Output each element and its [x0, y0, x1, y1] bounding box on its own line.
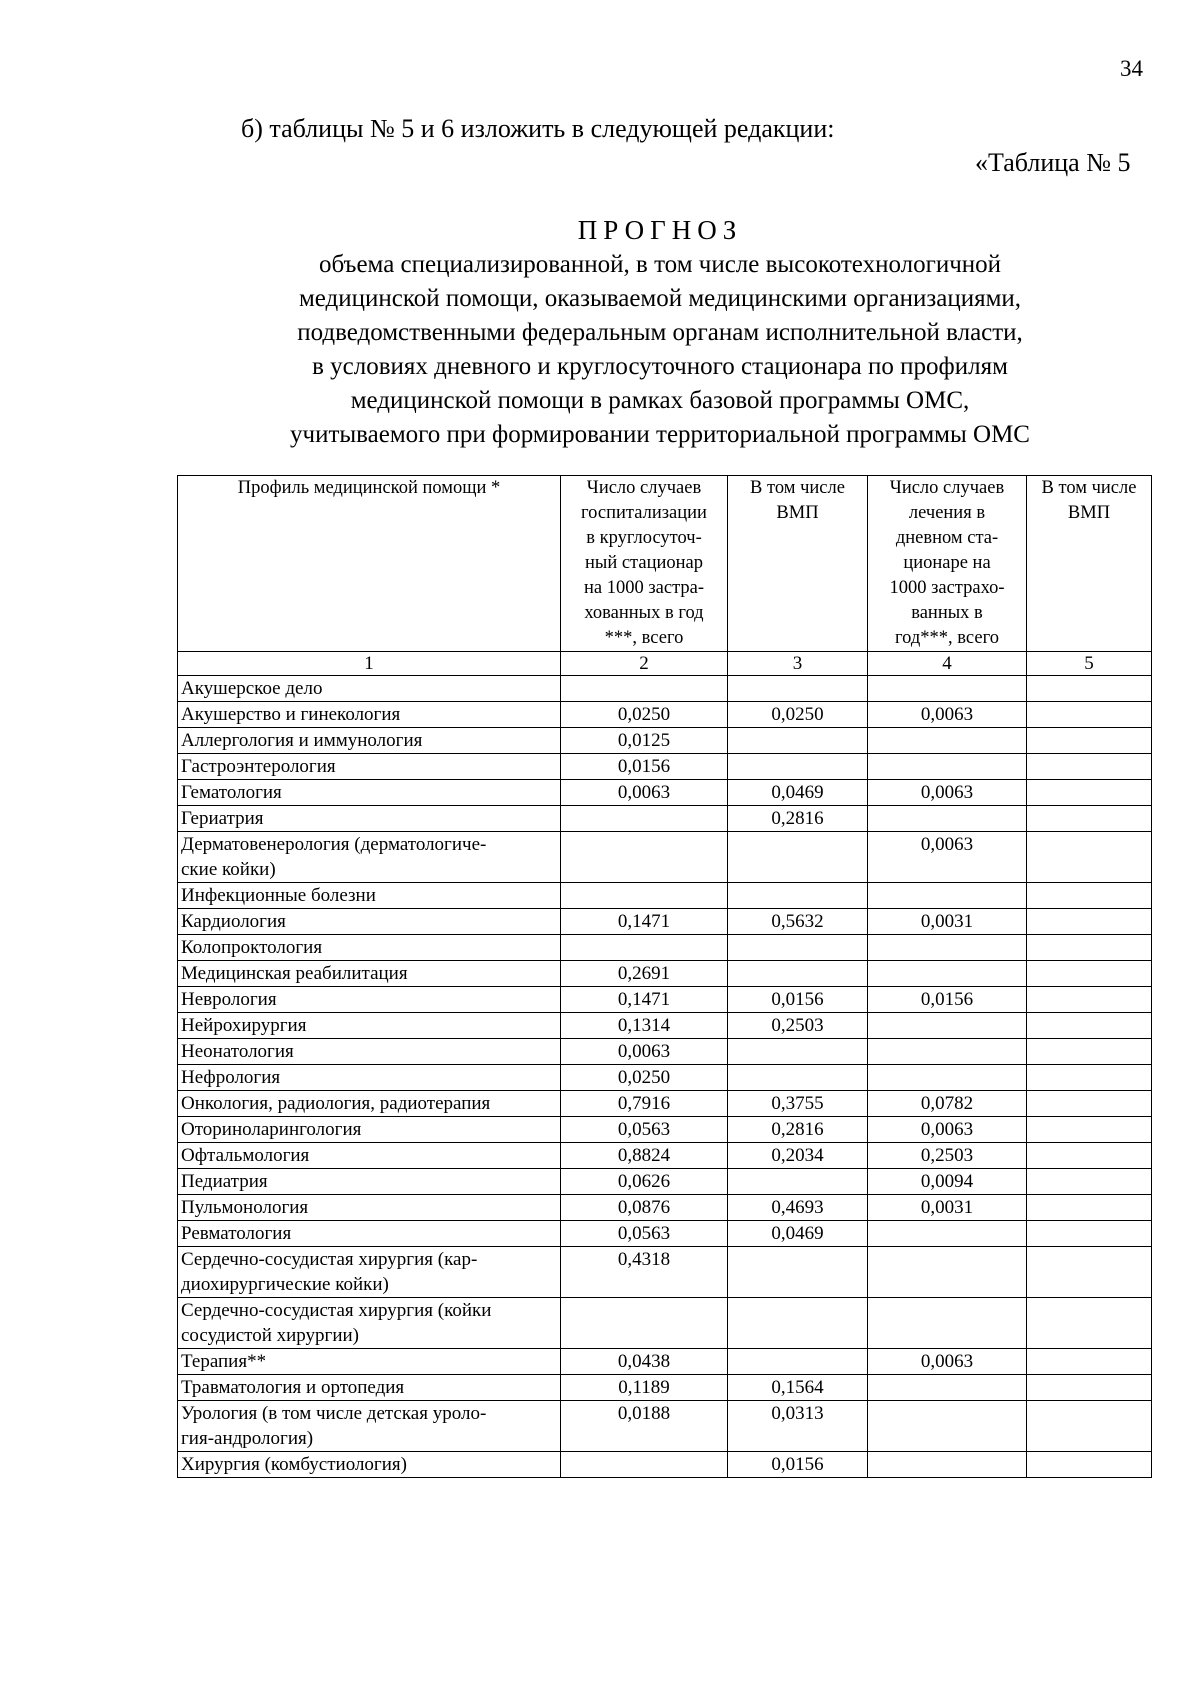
value-cell-c2: 0,0250 — [561, 1065, 728, 1091]
value-cell-c2: 0,0188 — [561, 1401, 728, 1452]
value-cell-c5 — [1027, 1169, 1152, 1195]
value-cell-c2: 0,0250 — [561, 702, 728, 728]
profile-line: сосудистой хирургии) — [181, 1325, 360, 1346]
profile-cell — [178, 676, 561, 702]
header-line: госпитализации — [581, 503, 707, 523]
value-cell-c5 — [1027, 1091, 1152, 1117]
value-cell-c4: 0,0031 — [868, 909, 1027, 935]
value-cell-c3 — [728, 935, 868, 961]
value-cell-c3: 0,0469 — [728, 1221, 868, 1247]
value-cell-c4: 0,0063 — [868, 1349, 1027, 1375]
value-cell-c2: 0,1471 — [561, 909, 728, 935]
value-cell-c5 — [1027, 1195, 1152, 1221]
header-line: 1000 застрахо- — [889, 578, 1005, 598]
header-line: лечения в — [908, 503, 986, 523]
value-cell-c4 — [868, 676, 1027, 702]
value-cell-c2 — [561, 935, 728, 961]
table-row — [178, 961, 1152, 987]
profile-line: Травматология и ортопедия — [181, 1377, 405, 1398]
profile-line: Офтальмология — [181, 1145, 310, 1166]
value-cell-c5 — [1027, 1013, 1152, 1039]
value-cell-c5 — [1027, 1401, 1152, 1452]
table-row — [178, 728, 1152, 754]
profile-cell — [178, 1452, 561, 1478]
table-row — [178, 702, 1152, 728]
profile-cell — [178, 1375, 561, 1401]
table-row — [178, 1375, 1152, 1401]
table-row — [178, 909, 1152, 935]
value-cell-c2: 0,2691 — [561, 961, 728, 987]
profile-line: Дерматовенерология (дерматологиче- — [181, 834, 487, 855]
header-line: ВМП — [776, 503, 819, 523]
value-cell-c3 — [728, 883, 868, 909]
value-cell-c3: 0,1564 — [728, 1375, 868, 1401]
header-line: ционаре на — [903, 553, 991, 573]
value-cell-c2: 0,1314 — [561, 1013, 728, 1039]
table-row — [178, 1195, 1152, 1221]
value-cell-c2: 0,0063 — [561, 1039, 728, 1065]
table-header-row — [178, 476, 1152, 652]
profile-line: ские койки) — [181, 859, 276, 880]
header-hospital-cases — [561, 476, 728, 652]
value-cell-c5 — [1027, 1452, 1152, 1478]
profile-cell — [178, 1143, 561, 1169]
value-cell-c2 — [561, 1298, 728, 1349]
profile-cell — [178, 961, 561, 987]
value-cell-c3 — [728, 832, 868, 883]
value-cell-c3: 0,2816 — [728, 1117, 868, 1143]
heading-line: в условиях дневного и круглосуточного стационара по профилям — [312, 353, 1008, 380]
value-cell-c3: 0,0469 — [728, 780, 868, 806]
header-profile — [178, 476, 561, 652]
profile-cell — [178, 883, 561, 909]
value-cell-c2: 0,0876 — [561, 1195, 728, 1221]
value-cell-c3: 0,4693 — [728, 1195, 868, 1221]
profile-cell — [178, 1298, 561, 1349]
header-line: дневном ста- — [895, 528, 999, 548]
table-row — [178, 1117, 1152, 1143]
table-row — [178, 987, 1152, 1013]
value-cell-c3: 0,2034 — [728, 1143, 868, 1169]
profile-line: Неврология — [181, 989, 277, 1010]
profile-line: Колопроктология — [181, 937, 323, 958]
value-cell-c5 — [1027, 1221, 1152, 1247]
value-cell-c3: 0,2503 — [728, 1013, 868, 1039]
profile-cell — [178, 1247, 561, 1298]
value-cell-c4: 0,0782 — [868, 1091, 1027, 1117]
profile-line: Кардиология — [181, 911, 286, 932]
value-cell-c3 — [728, 754, 868, 780]
column-number: 5 — [1027, 652, 1152, 676]
table-row — [178, 676, 1152, 702]
profile-line: Урология (в том числе детская уроло- — [181, 1403, 487, 1424]
value-cell-c4: 0,2503 — [868, 1143, 1027, 1169]
profile-line: Гериатрия — [181, 808, 264, 829]
profile-cell — [178, 702, 561, 728]
profile-cell — [178, 1349, 561, 1375]
value-cell-c3: 0,2816 — [728, 806, 868, 832]
header-line: В том числе — [750, 478, 845, 498]
value-cell-c2: 0,0438 — [561, 1349, 728, 1375]
table-row — [178, 1091, 1152, 1117]
profile-line: Педиатрия — [181, 1171, 268, 1192]
header-line: Профиль медицинской помощи * — [237, 478, 501, 498]
value-cell-c5 — [1027, 1065, 1152, 1091]
header-line: на 1000 застра- — [583, 578, 705, 598]
profile-cell — [178, 832, 561, 883]
value-cell-c2: 0,7916 — [561, 1091, 728, 1117]
table-row — [178, 832, 1152, 883]
value-cell-c2: 0,1471 — [561, 987, 728, 1013]
value-cell-c2 — [561, 676, 728, 702]
profile-line: Акушерское дело — [181, 678, 323, 699]
column-number-row — [178, 652, 1152, 676]
heading-line: объема специализированной, в том числе высокотехнологичной — [318, 251, 1002, 278]
value-cell-c3 — [728, 1349, 868, 1375]
table-body — [178, 676, 1152, 1478]
value-cell-c3: 0,0156 — [728, 987, 868, 1013]
value-cell-c2 — [561, 1452, 728, 1478]
profile-cell — [178, 780, 561, 806]
profile-cell — [178, 1039, 561, 1065]
header-day-vmp — [1027, 476, 1152, 652]
value-cell-c5 — [1027, 676, 1152, 702]
profile-line: Аллергология и иммунология — [181, 730, 423, 751]
table-row — [178, 1169, 1152, 1195]
value-cell-c5 — [1027, 909, 1152, 935]
value-cell-c4 — [868, 754, 1027, 780]
value-cell-c4 — [868, 1298, 1027, 1349]
value-cell-c2: 0,0626 — [561, 1169, 728, 1195]
heading-line: медицинской помощи в рамках базовой программы ОМС, — [350, 387, 970, 414]
column-number: 4 — [868, 652, 1027, 676]
profile-line: Нейрохирургия — [181, 1015, 307, 1036]
table-row — [178, 1013, 1152, 1039]
profile-line: Оториноларингология — [181, 1119, 362, 1140]
header-line: В том числе — [1041, 478, 1137, 498]
column-number: 2 — [561, 652, 728, 676]
table-row — [178, 1039, 1152, 1065]
value-cell-c3 — [728, 961, 868, 987]
heading-line: учитываемого при формировании территориальной программы ОМС — [290, 421, 1030, 448]
value-cell-c4 — [868, 1221, 1027, 1247]
table-row — [178, 935, 1152, 961]
value-cell-c4 — [868, 1013, 1027, 1039]
value-cell-c2: 0,4318 — [561, 1247, 728, 1298]
value-cell-c3 — [728, 1039, 868, 1065]
document-heading — [160, 212, 1160, 452]
value-cell-c4: 0,0063 — [868, 1117, 1027, 1143]
forecast-table — [177, 475, 1152, 1478]
value-cell-c4 — [868, 1375, 1027, 1401]
profile-cell — [178, 1401, 561, 1452]
value-cell-c5 — [1027, 1349, 1152, 1375]
header-line: ванных в — [911, 603, 983, 623]
value-cell-c4 — [868, 1247, 1027, 1298]
value-cell-c4: 0,0031 — [868, 1195, 1027, 1221]
value-cell-c5 — [1027, 1375, 1152, 1401]
value-cell-c5 — [1027, 1117, 1152, 1143]
header-line: в круглосуточ- — [586, 528, 702, 548]
table-row — [178, 1221, 1152, 1247]
table-row — [178, 1298, 1152, 1349]
profile-cell — [178, 909, 561, 935]
value-cell-c3 — [728, 676, 868, 702]
profile-line: Сердечно-сосудистая хирургия (койки — [181, 1300, 492, 1321]
value-cell-c3: 0,3755 — [728, 1091, 868, 1117]
value-cell-c4: 0,0094 — [868, 1169, 1027, 1195]
table-row — [178, 780, 1152, 806]
value-cell-c2: 0,0563 — [561, 1117, 728, 1143]
value-cell-c4: 0,0156 — [868, 987, 1027, 1013]
profile-cell — [178, 1169, 561, 1195]
profile-line: Сердечно-сосудистая хирургия (кар- — [181, 1249, 478, 1270]
profile-line: Инфекционные болезни — [181, 885, 376, 906]
value-cell-c3 — [728, 1065, 868, 1091]
value-cell-c4 — [868, 728, 1027, 754]
value-cell-c3: 0,5632 — [728, 909, 868, 935]
table-row — [178, 883, 1152, 909]
profile-line: Акушерство и гинекология — [181, 704, 401, 725]
value-cell-c5 — [1027, 935, 1152, 961]
profile-line: Медицинская реабилитация — [181, 963, 408, 984]
value-cell-c2: 0,0563 — [561, 1221, 728, 1247]
value-cell-c2: 0,0156 — [561, 754, 728, 780]
value-cell-c5 — [1027, 806, 1152, 832]
value-cell-c2: 0,0063 — [561, 780, 728, 806]
profile-line: Хирургия (комбустиология) — [181, 1454, 407, 1475]
value-cell-c4 — [868, 1065, 1027, 1091]
value-cell-c3 — [728, 728, 868, 754]
intro-paragraph: б) таблицы № 5 и 6 изложить в следующей редакции: — [241, 114, 835, 143]
value-cell-c3: 0,0250 — [728, 702, 868, 728]
heading-line: подведомственными федеральным органам исполнительной власти, — [297, 319, 1023, 346]
value-cell-c5 — [1027, 1298, 1152, 1349]
table-row — [178, 1349, 1152, 1375]
value-cell-c2: 0,0125 — [561, 728, 728, 754]
table-row — [178, 1143, 1152, 1169]
value-cell-c5 — [1027, 702, 1152, 728]
profile-cell — [178, 1091, 561, 1117]
header-line: год***, всего — [895, 628, 999, 648]
table-row — [178, 754, 1152, 780]
header-line: Число случаев — [889, 478, 1005, 498]
profile-cell — [178, 754, 561, 780]
value-cell-c5 — [1027, 1143, 1152, 1169]
column-number: 1 — [178, 652, 561, 676]
page-number: 34 — [1120, 56, 1143, 81]
column-number: 3 — [728, 652, 868, 676]
header-line: хованных в год — [584, 603, 704, 623]
profile-cell — [178, 935, 561, 961]
value-cell-c4: 0,0063 — [868, 832, 1027, 883]
table-row — [178, 1452, 1152, 1478]
profile-line: Терапия** — [181, 1351, 267, 1372]
value-cell-c2 — [561, 832, 728, 883]
value-cell-c5 — [1027, 728, 1152, 754]
profile-cell — [178, 1013, 561, 1039]
table-row — [178, 1247, 1152, 1298]
value-cell-c4 — [868, 961, 1027, 987]
heading-title: ПРОГНОЗ — [577, 215, 743, 245]
value-cell-c5 — [1027, 832, 1152, 883]
profile-cell — [178, 728, 561, 754]
value-cell-c3: 0,0313 — [728, 1401, 868, 1452]
value-cell-c5 — [1027, 754, 1152, 780]
value-cell-c4 — [868, 806, 1027, 832]
value-cell-c2 — [561, 883, 728, 909]
header-line: ***, всего — [604, 628, 684, 648]
value-cell-c5 — [1027, 1039, 1152, 1065]
value-cell-c3: 0,0156 — [728, 1452, 868, 1478]
value-cell-c4 — [868, 1452, 1027, 1478]
value-cell-c2: 0,8824 — [561, 1143, 728, 1169]
value-cell-c4: 0,0063 — [868, 702, 1027, 728]
value-cell-c3 — [728, 1169, 868, 1195]
profile-cell — [178, 806, 561, 832]
table-row — [178, 1065, 1152, 1091]
profile-cell — [178, 1221, 561, 1247]
header-hospital-vmp — [728, 476, 868, 652]
table-row — [178, 1401, 1152, 1452]
heading-line: медицинской помощи, оказываемой медицинскими организациями, — [298, 285, 1022, 312]
profile-cell — [178, 1065, 561, 1091]
profile-line: Гастроэнтерология — [181, 756, 336, 777]
profile-cell — [178, 987, 561, 1013]
value-cell-c2 — [561, 806, 728, 832]
profile-line: диохирургические койки) — [181, 1274, 389, 1295]
profile-cell — [178, 1195, 561, 1221]
profile-line: Гематология — [181, 782, 282, 803]
value-cell-c4: 0,0063 — [868, 780, 1027, 806]
value-cell-c4 — [868, 935, 1027, 961]
value-cell-c2: 0,1189 — [561, 1375, 728, 1401]
table-reference: «Таблица № 5 — [975, 148, 1131, 177]
value-cell-c4 — [868, 883, 1027, 909]
profile-line: Нефрология — [181, 1067, 281, 1088]
header-line: ВМП — [1067, 503, 1111, 523]
value-cell-c5 — [1027, 883, 1152, 909]
value-cell-c5 — [1027, 987, 1152, 1013]
header-day-cases — [868, 476, 1027, 652]
value-cell-c4 — [868, 1401, 1027, 1452]
profile-line: Пульмонология — [181, 1197, 309, 1218]
value-cell-c3 — [728, 1298, 868, 1349]
profile-line: гия-андрология) — [181, 1428, 314, 1449]
table-row — [178, 806, 1152, 832]
profile-line: Неонатология — [181, 1041, 294, 1062]
profile-cell — [178, 1117, 561, 1143]
profile-line: Ревматология — [181, 1223, 292, 1244]
header-line: ный стационар — [584, 553, 703, 573]
value-cell-c5 — [1027, 780, 1152, 806]
value-cell-c4 — [868, 1039, 1027, 1065]
profile-line: Онкология, радиология, радиотерапия — [181, 1093, 491, 1114]
value-cell-c3 — [728, 1247, 868, 1298]
value-cell-c5 — [1027, 1247, 1152, 1298]
value-cell-c5 — [1027, 961, 1152, 987]
header-line: Число случаев — [586, 478, 702, 498]
